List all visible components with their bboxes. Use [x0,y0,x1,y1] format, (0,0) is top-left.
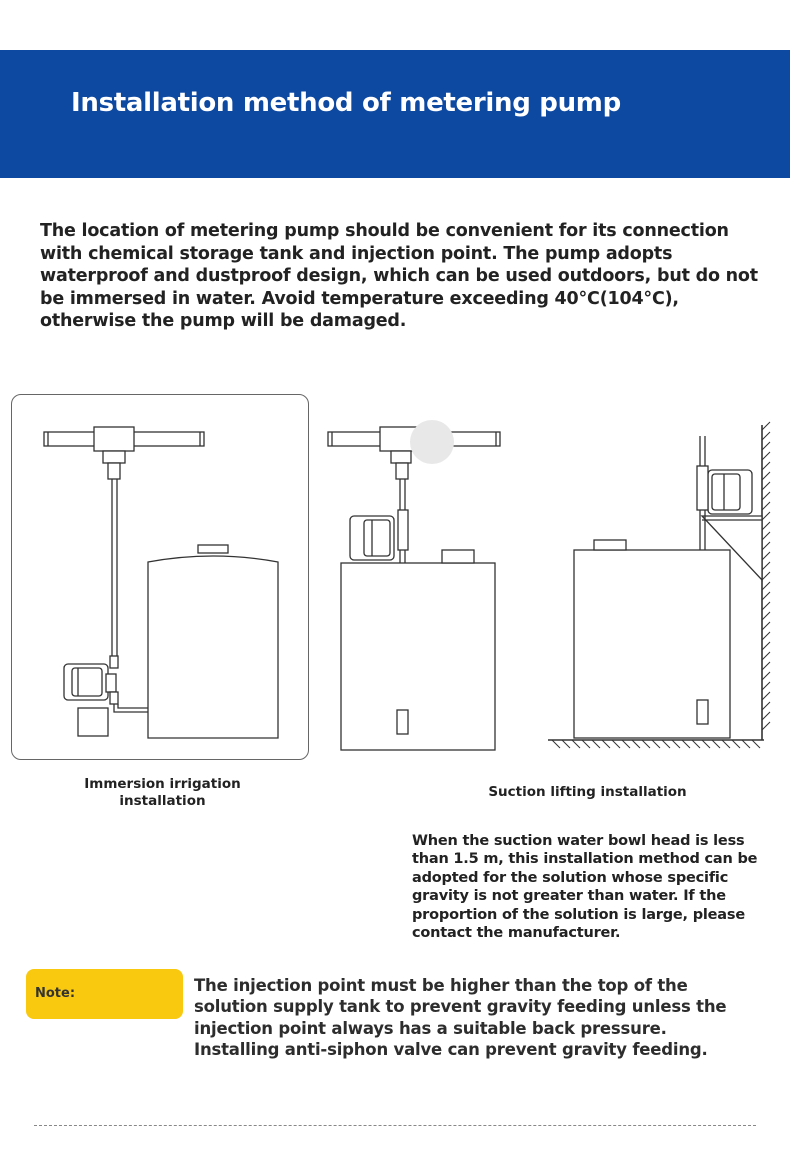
note-badge [26,969,183,1019]
note-label: Note: [35,986,76,1001]
storage-tank [341,563,495,750]
installation-diagrams [0,380,790,760]
storage-tank [148,556,278,738]
suction-caption: Suction lifting installation [488,784,687,800]
immersion-caption: Immersion irrigation installation [84,776,241,809]
tee-fitting [94,427,134,451]
tank-cap [442,550,474,563]
header-banner [0,50,790,178]
intro-paragraph: The location of metering pump should be convenient for its connection with chemical storage tank and injection point. The pump adopts waterproof and dustproof design, which can be used outdoors, but do not be immersed in water. Avoid temperature exceeding 40°C(104°C), otherwise the pump will be damaged. [40,221,758,331]
immersion-diagram [44,427,278,738]
dashed-divider [34,1125,756,1126]
foot-valve [397,710,408,734]
suction-description: When the suction water bowl head is less than 1.5 m, this installation method can be adopted for the solution whose specific gravity is not greater than water. If the proportion of the solution is large, please contact the manufacturer. [412,833,758,942]
page-title: Installation method of metering pump [71,88,621,118]
tank-cap [198,545,228,553]
pump-stand [78,708,108,736]
tank-cap [594,540,626,550]
note-text: The injection point must be higher than the top of the solution supply tank to prevent gravity feeding unless the injection point always has a suitable back pressure. Installing anti-siphon valve can prevent gravity feeding. [194,976,727,1059]
foot-valve [697,700,708,724]
top-mount-diagram [328,420,500,750]
wall-mount-diagram [548,422,770,748]
